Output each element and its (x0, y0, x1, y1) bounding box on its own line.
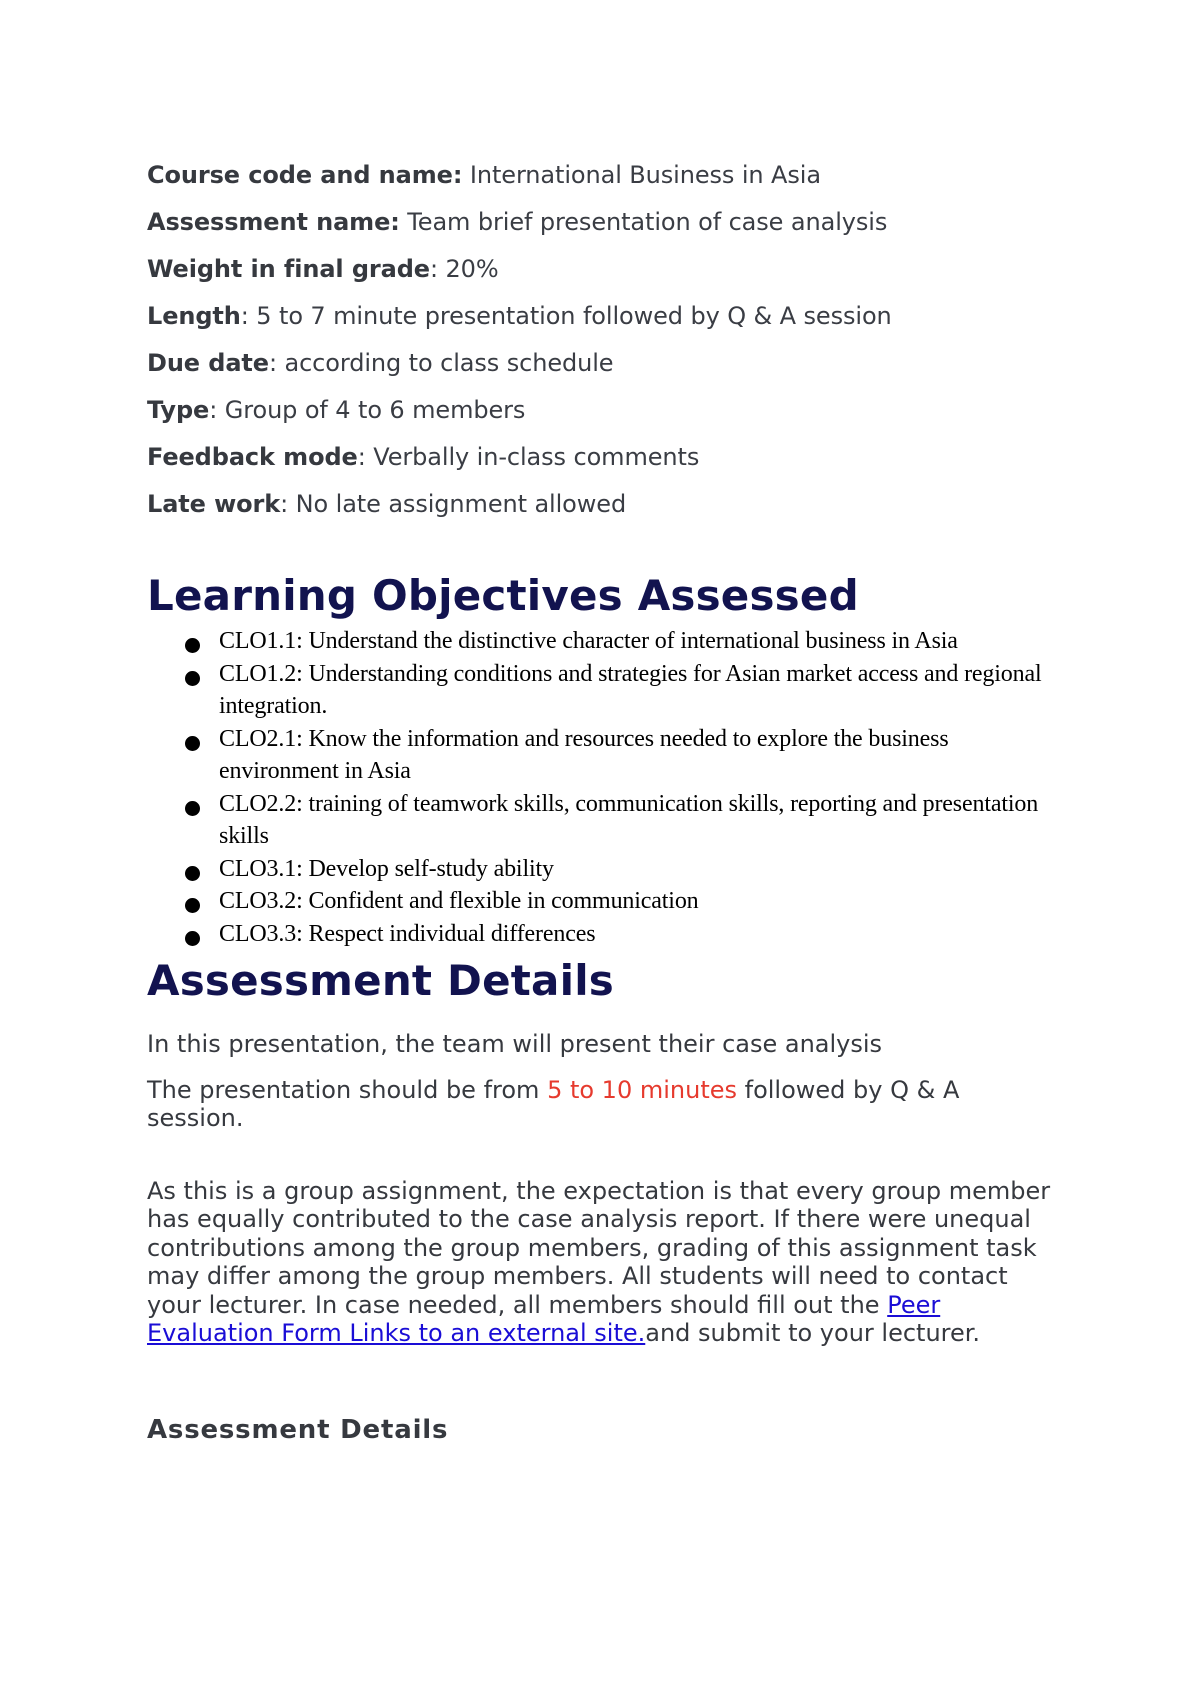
meta-value: : Verbally in-class comments (357, 443, 700, 471)
meta-feedback-mode (147, 442, 1062, 472)
meta-label: Type (147, 396, 210, 424)
duration-text-after: followed by Q & A session. (147, 1075, 960, 1132)
objective-text: CLO1.1: Understand the distinctive character of international business in Asia (219, 628, 958, 654)
group-text-after: and submit to your lecturer. (645, 1319, 981, 1347)
bullet-icon (185, 898, 200, 913)
details-duration (147, 1076, 1062, 1133)
details-subheading: Assessment Details (147, 1414, 449, 1445)
meta-label: Assessment name: (147, 208, 400, 236)
objective-text: CLO3.1: Develop self-study ability (219, 855, 554, 882)
meta-label: Feedback mode (147, 443, 358, 471)
meta-weight (147, 254, 1062, 284)
group-text: As this is a group assignment, the expectation is that every group member has equally contributed to the case analysis report. If there were unequal contributions among the group members, grading of this assignment task may differ among the group members. All students will need to contact your lecturer. In case needed, all members should fill out the (147, 1176, 1051, 1319)
list-item (147, 723, 1062, 788)
objective-text: CLO2.2: training of teamwork skills, communication skills, reporting and presentation skills (219, 790, 1039, 849)
objective-text: CLO3.2: Confident and flexible in communication (219, 888, 699, 914)
meta-late-work (147, 489, 1062, 519)
meta-course (147, 160, 1062, 190)
meta-due-date (147, 348, 1062, 378)
meta-value: Team brief presentation of case analysis (399, 208, 888, 236)
meta-value: : No late assignment allowed (280, 490, 627, 518)
meta-label: Length (147, 302, 241, 330)
meta-value: : according to class schedule (268, 349, 614, 377)
meta-length (147, 301, 1062, 331)
objectives-heading: Learning Objectives Assessed (147, 571, 859, 620)
meta-value: : 5 to 7 minute presentation followed by Q & A session (240, 302, 892, 330)
meta-label: Due date (147, 349, 269, 377)
meta-assessment-name (147, 207, 1062, 237)
document-page (147, 160, 1062, 1446)
objective-text: CLO3.3: Respect individual differences (219, 920, 596, 947)
details-intro: In this presentation, the team will present their case analysis (147, 1030, 883, 1058)
bullet-icon (185, 638, 200, 653)
bullet-icon (185, 866, 200, 881)
bullet-icon (185, 736, 200, 751)
list-item (147, 918, 1062, 951)
meta-value: : 20% (429, 255, 499, 283)
list-item (147, 885, 1062, 918)
meta-label: Late work (147, 490, 281, 518)
objective-text: CLO1.2: Understanding conditions and strategies for Asian market access and regional integration. (219, 660, 1042, 719)
list-item (147, 853, 1062, 886)
details-group-paragraph (147, 1177, 1062, 1348)
objectives-list (147, 625, 1062, 950)
details-heading: Assessment Details (147, 956, 614, 1005)
bullet-icon (185, 931, 200, 946)
list-item (147, 625, 1062, 658)
objective-text: CLO2.1: Know the information and resources needed to explore the business environment in Asia (219, 725, 949, 784)
meta-value: International Business in Asia (462, 161, 821, 189)
bullet-icon (185, 801, 200, 816)
bullet-icon (185, 671, 200, 686)
duration-text: The presentation should be from (147, 1075, 548, 1104)
list-item (147, 658, 1062, 723)
duration-highlight: 5 to 10 minutes (547, 1075, 737, 1104)
meta-value: : Group of 4 to 6 members (209, 396, 526, 424)
meta-type (147, 395, 1062, 425)
list-item (147, 788, 1062, 853)
meta-label: Weight in final grade (147, 255, 430, 283)
peer-evaluation-link[interactable]: Peer Evaluation Form Links to an external site. (147, 1290, 941, 1347)
meta-label: Course code and name: (147, 161, 463, 189)
